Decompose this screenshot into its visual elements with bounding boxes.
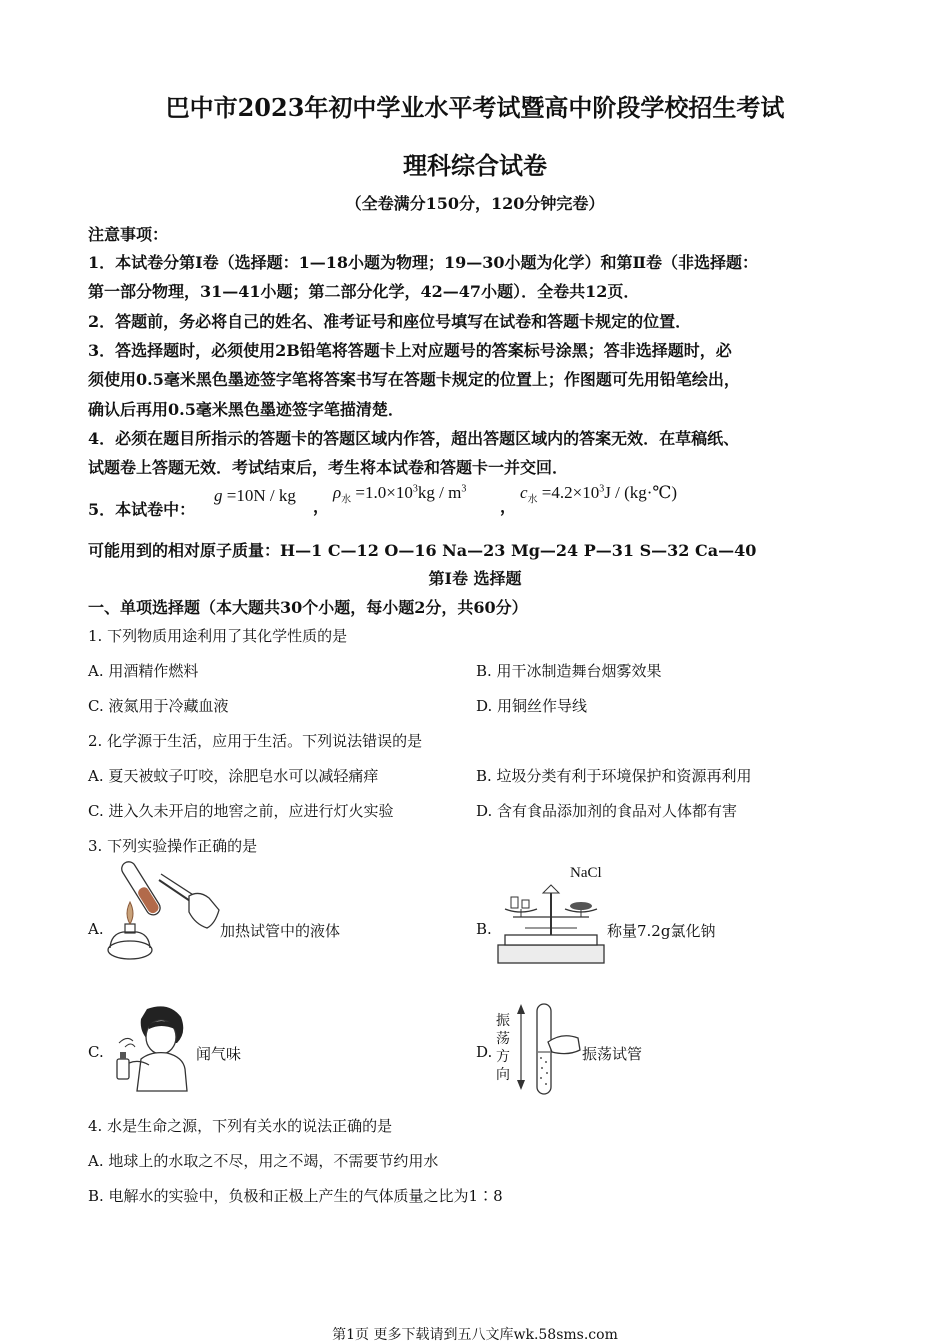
- question-1-option-c: C. 液氮用于冷藏血液: [88, 697, 229, 715]
- question-1-option-d: D. 用铜丝作导线: [476, 697, 588, 715]
- shaking-direction-char-4: 向: [496, 1067, 510, 1083]
- question-3-option-a-caption: 加热试管中的液体: [220, 922, 341, 940]
- atomic-masses: 可能用到的相对原子质量：H—1 C—12 O—16 Na—23 Mg—24 P—31 S—32 Ca—40: [88, 541, 757, 560]
- question-3-option-c-letter: C.: [88, 1043, 104, 1061]
- question-2-option-b: B. 垃圾分类有利于环境保护和资源再利用: [476, 767, 752, 785]
- formula-density-symbol: ρ: [333, 483, 342, 502]
- shaking-direction-char-2: 荡: [496, 1031, 510, 1047]
- notice-heading: 注意事项：: [88, 225, 169, 244]
- notice-line-4b: 试题卷上答题无效．考试结束后，考生将本试卷和答题卡一并交回．: [88, 458, 569, 477]
- question-2-option-c: C. 进入久未开启的地窖之前，应进行灯火实验: [88, 802, 394, 820]
- shaking-direction-label: [496, 1012, 512, 1084]
- question-3-option-c-caption: 闻气味: [196, 1045, 242, 1063]
- formula-density: [333, 483, 466, 505]
- question-1-option-b: B. 用干冰制造舞台烟雾效果: [476, 662, 662, 680]
- question-3-option-b-letter: B.: [476, 920, 492, 938]
- question-4-stem: 4. 水是生命之源，下列有关水的说法正确的是: [88, 1117, 393, 1135]
- formula-gravity-value: =10N / kg: [226, 486, 296, 505]
- question-4-option-a: A. 地球上的水取之不尽，用之不竭，不需要节约用水: [88, 1152, 439, 1170]
- formula-heat-value: =4.2×10: [541, 483, 600, 502]
- question-3-stem: 3. 下列实验操作正确的是: [88, 837, 258, 855]
- question-1-stem: 1. 下列物质用途利用了其化学性质的是: [88, 627, 348, 645]
- notice-line-5: 5．本试卷中：: [88, 500, 196, 519]
- exam-title: 巴中市2023年初中学业水平考试暨高中阶段学校招生考试: [165, 93, 785, 122]
- smelling-person-illustration: [103, 1003, 195, 1093]
- formula-heat-unit: J / (kg·℃): [604, 483, 678, 502]
- formula-separator-2: ，: [500, 497, 517, 516]
- question-4-option-b: B. 电解水的实验中，负极和正极上产生的气体质量之比为1∶8: [88, 1187, 503, 1205]
- notice-line-1b: 第一部分物理，31—41小题；第二部分化学，42—47小题）．全卷共12页．: [88, 282, 640, 301]
- notice-line-4a: 4．必须在题目所指示的答题卡的答题区域内作答，超出答题区域内的答案无效．在草稿纸、: [88, 429, 740, 448]
- formula-gravity-symbol: g: [214, 486, 223, 505]
- question-2-option-d: D. 含有食品添加剂的食品对人体都有害: [476, 802, 738, 820]
- notice-line-3b: 须使用0.5毫米黑色墨迹签字笔将答案书写在答题卡规定的位置上；作图题可先用铅笔绘出，: [88, 370, 740, 389]
- formula-heat-subscript: 水: [527, 494, 538, 506]
- notice-line-3c: 确认后再用0.5毫米黑色墨迹签字笔描清楚．: [88, 400, 404, 419]
- question-2-stem: 2. 化学源于生活，应用于生活。下列说法错误的是: [88, 732, 423, 750]
- question-1-option-a: A. 用酒精作燃料: [88, 662, 199, 680]
- formula-heat-capacity: [520, 483, 677, 505]
- notice-line-2: 2．答题前，务必将自己的姓名、准考证号和座位号填写在试卷和答题卡规定的位置．: [88, 312, 692, 331]
- nacl-label: NaCl: [570, 865, 602, 881]
- question-3-option-a-letter: A.: [88, 920, 104, 938]
- formula-density-value: =1.0×10: [355, 483, 413, 502]
- formula-separator-1: ，: [313, 497, 330, 516]
- balance-scale-illustration: [495, 883, 607, 965]
- question-3-option-d-letter: D.: [476, 1043, 493, 1061]
- formula-density-exponent: 3: [412, 483, 418, 495]
- heating-test-tube-illustration: [103, 862, 223, 967]
- formula-heat-exponent: 3: [599, 483, 605, 495]
- shaking-direction-char-1: 振: [496, 1013, 510, 1029]
- page-footer: 第1页 更多下载请到五八文库wk.58sms.com: [332, 1327, 618, 1343]
- formula-density-subscript: 水: [341, 494, 352, 506]
- notice-line-3a: 3．答选择题时，必须使用2B铅笔将答题卡上对应题号的答案标号涂黑；答非选择题时，必: [88, 341, 732, 360]
- exam-subtitle: 理科综合试卷: [403, 151, 547, 180]
- question-3-option-b-caption: 称量7.2g氯化钠: [607, 922, 716, 940]
- exam-info: （全卷满分150分，120分钟完卷）: [345, 194, 605, 213]
- question-3-option-d-caption: 振荡试管: [582, 1045, 643, 1063]
- section-heading: 一、单项选择题（本大题共30个小题，每小题2分，共60分）: [88, 598, 528, 617]
- formula-gravity: [214, 486, 296, 506]
- formula-density-unit: kg / m: [417, 483, 462, 502]
- notice-line-1a: 1．本试卷分第Ⅰ卷（选择题：1—18小题为物理；19—30小题为化学）和第Ⅱ卷（非选择题：: [88, 253, 759, 272]
- question-2-option-a: A. 夏天被蚊子叮咬，涂肥皂水可以减轻痛痒: [88, 767, 379, 785]
- shaking-test-tube-illustration: [512, 1000, 582, 1096]
- formula-heat-symbol: c: [520, 483, 528, 502]
- shaking-direction-char-3: 方: [496, 1049, 510, 1065]
- formula-density-unit-exponent: 3: [461, 483, 467, 495]
- part-title: 第Ⅰ卷 选择题: [428, 569, 522, 588]
